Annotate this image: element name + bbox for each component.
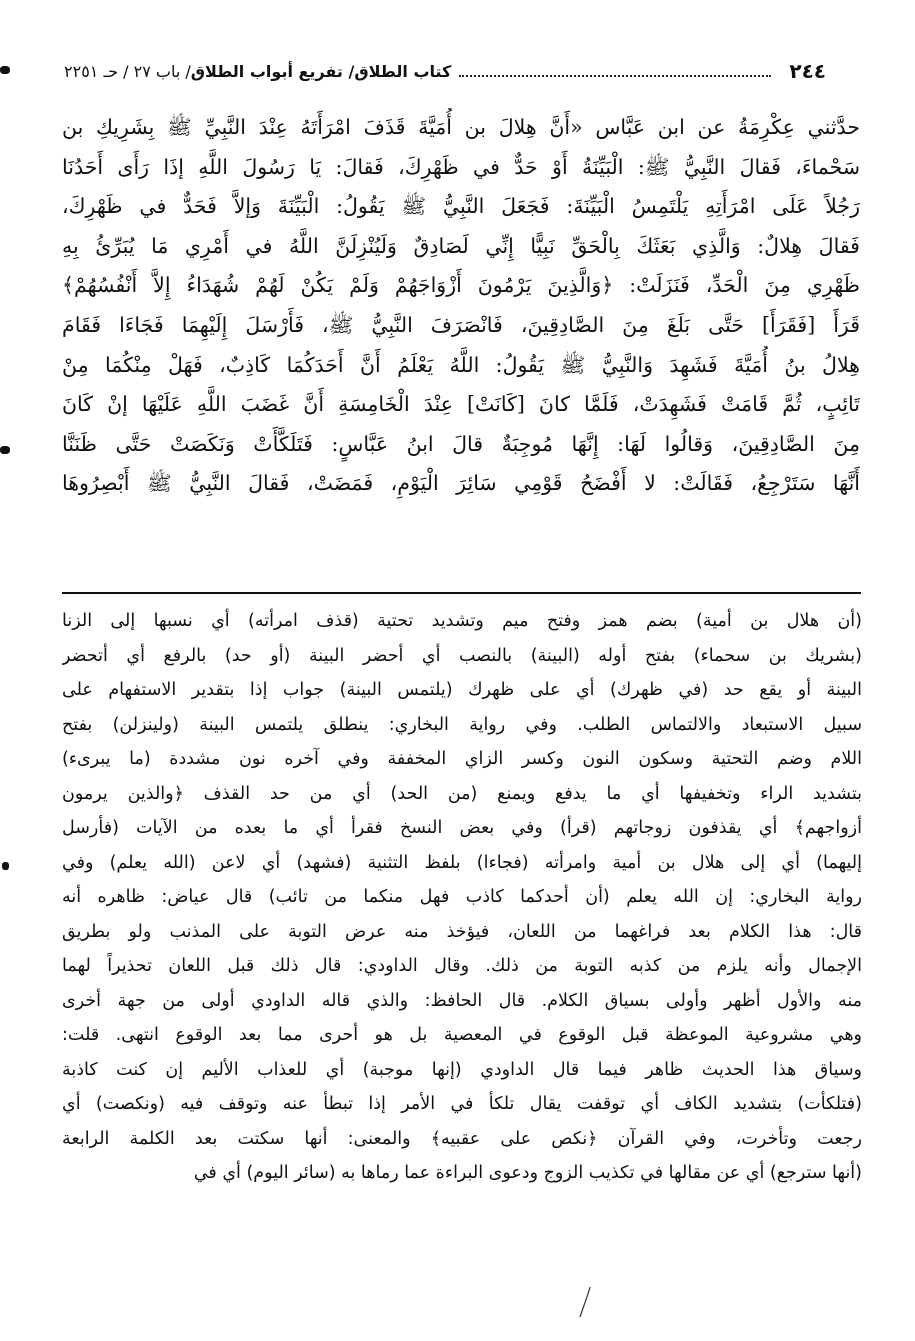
hadith-line: مِنَ الصَّادِقِينَ، وَقالُوا لَهَا: إِنَّهَا مُوجِبَةٌ قالَ ابنُ عَبَّاسٍ: فَتَلَكَّأَتْ وَنَكَصَتْ حَتَّى ظَنَنَّا: [62, 431, 860, 456]
hadith-line: قَرَأَ [فَقَرَأَ] حَتَّى بَلَغَ مِنَ الصَّادِقِينَ، فَانْصَرَفَ النَّبِيُّ ﷺ، فَأَرْسَلَ إِلَيْهِمَا فَجَاءَا فَقَامَ: [62, 312, 860, 337]
commentary-text: [62, 604, 862, 1191]
hadith-line: فَقالَ هِلالٌ: وَالَّذِي بَعَثَكَ بِالْحَقِّ نَبِيًّا إِنِّي لَصَادِقٌ وَلَيُنْزِلَنَّ اللَّهُ في أَمْرِي مَا يُبَرِّئُ بِهِ: [62, 233, 860, 258]
commentary-line: (أنها سترجع) أي عن مقالها في تكذيب الزوج ودعوى البراءة عما رماها به (سائر اليوم) أي في: [193, 1163, 862, 1183]
commentary-line: رجعت وتأخرت، وفي القرآن ﴿نكص على عقبيه﴾ والمعنى: أنها سكتت بعد الكلمة الرابعة: [62, 1128, 862, 1149]
commentary-line: البينة أو يقع حد (في ظهرك) أي على ظهرك (يلتمس البينة) جواب إذا بتقدير الاستفهام على: [62, 680, 862, 700]
running-header: [64, 56, 826, 86]
commentary-line: الإجمال وأنه يلزم من كذبه التوبة من ذلك. وقال الداودي: قال ذلك قبل اللعان تحذيراً لهما: [62, 956, 862, 976]
commentary-line: رواية البخاري: إن الله يعلم (أن أحدكما كاذب فهل منكما من تائب) قال عياض: ظاهره أنه: [62, 887, 862, 907]
hadith-line: تَائِبٍ، ثُمَّ قَامَتْ فَشَهِدَتْ، فَلَمَّا كانَ [كَانَتْ] عِنْدَ الْخَامِسَةِ أَنَّ غَضَبَ اللَّهِ عَلَيْهَا إنْ كَانَ: [62, 392, 860, 417]
commentary-line: بتشديد الراء وتخفيفها أي ما يدفع ويمنع (من الحد) أي من حد القذف ﴿والذين يرمون: [62, 783, 862, 804]
commentary-line: أزواجهم﴾ أي يقذفون زوجاتهم (قرأ) وفي بعض النسخ فقرأ أي ما بعده من الآيات (فأرسل: [62, 818, 862, 838]
commentary-line: سبيل الاستبعاد والالتماس الطلب. وفي رواية البخاري: ينطلق يلتمس البينة (ولينزلن) بفتح: [62, 714, 862, 735]
hadith-line: سَحْماءَ، فَقالَ النَّبِيُّ ﷺ: الْبَيِّنَةُ أَوْ حَدٌّ في ظَهْرِكَ، فَقالَ: يَا رَسُولَ اللَّهِ إذَا رَأَى أَحَدُنَا: [62, 154, 860, 179]
scan-margin-mark: [0, 66, 10, 74]
commentary-line: إليهما) أي إلى هلال بن أمية وامرأته (فجاءا) بلفظ التثنية (فشهد) أي لاعن (الله يعلم) وفي: [62, 852, 862, 873]
commentary-line: (أن هلال بن أمية) بضم همز وفتح ميم وتشديد تحتية (قذف امرأته) أي نسبها إلى الزنا: [62, 611, 862, 631]
commentary-line: (بشريك بن سحماء) بفتح أوله (البينة) بالنصب أي أحضر البينة (أو حد) بالرفع أي أتحضر: [62, 645, 862, 666]
commentary-line: وسياق هذا الحديث ظاهر فيما قال الداودي (إنها موجبة) أي للعذاب الأليم إن كنت كاذبة: [62, 1059, 862, 1080]
scan-margin-mark: [2, 862, 9, 870]
hadith-line: حدَّثني عِكْرِمَةُ عن ابن عَبَّاس «أَنَّ هِلالَ بن أُمَيَّةَ قَذَفَ امْرَأَتَهُ عِنْدَ النَّبِيِّ ﷺ بِشَرِيكِ بن: [62, 115, 860, 139]
pen-stroke-mark: [578, 1285, 592, 1319]
commentary-line: قال: هذا الكلام بعد فراغهما من اللعان، فيؤخذ منه عرض التوبة على المذنب ولو بطريق: [62, 921, 862, 942]
hadith-line: ظَهْرِي مِنَ الْحَدِّ، فَنَزَلَتْ: ﴿وَالَّذِينَ يَرْمُونَ أَزْوَاجَهُمْ وَلَمْ يَكُنْ لَهُمْ شُهَدَاءُ إِلاَّ أَنْفُسُهُمْ﴾: [62, 273, 860, 298]
header-leader-dots: [459, 65, 771, 77]
chapter-reference: / باب ٢٧ / حـ ٢٢٥١: [64, 61, 191, 81]
page-number: ٢٤٤: [789, 59, 826, 83]
footnote-divider: [62, 592, 861, 594]
hadith-line: أَنَّهَا سَتَرْجِعُ، فَقَالَتْ: لا أَفْضَحُ قَوْمِي سَائِرَ الْيَوْمِ، فَمَضَتْ، فَقالَ النَّبِيُّ ﷺ أَبْصِرُوهَا: [62, 471, 860, 496]
hadith-line: رَجُلاً عَلَى امْرَأَتِهِ يَلْتَمِسُ الْبَيِّنَةَ: فَجَعَلَ النَّبِيُّ ﷺ يَقُولُ: الْبَيِّنَةَ وَإلاَّ فَحَدٌّ في ظَهْرِكَ،: [62, 194, 860, 219]
commentary-line: (فتلكأت) بتشديد الكاف أي توقفت يقال تلكأ في الأمر إذا تبطأ عنه وتوقف فيه (ونكصت) أي: [62, 1094, 862, 1114]
book-title: كتاب الطلاق/ تفريع أبواب الطلاق: [190, 61, 452, 81]
hadith-text: [62, 108, 860, 504]
commentary-line: وهي مشروعية الموعظة قبل الوقوع في المعصية بل هو أحرى مما بعد الوقوع انتهى. قلت:: [62, 1025, 862, 1045]
commentary-line: منه والأول أظهر وأولى بسياق الكلام. قال الحافظ: والذي قاله الداودي أولى من جهة أخرى: [62, 990, 862, 1011]
commentary-line: اللام وضم التحتية وسكون النون وكسر الزاي المخففة وفي آخره نون مشددة (ما يبرىء): [62, 749, 862, 769]
scan-margin-mark: [0, 446, 10, 454]
hadith-line: هِلالُ بنُ أُمَيَّةَ فَشَهِدَ وَالنَّبِيُّ ﷺ يَقُولُ: اللَّهُ يَعْلَمُ أَنَّ أَحَدَكُمَا كَاذِبٌ، فَهَلْ مِنْكُمَا مِنْ: [62, 352, 860, 377]
